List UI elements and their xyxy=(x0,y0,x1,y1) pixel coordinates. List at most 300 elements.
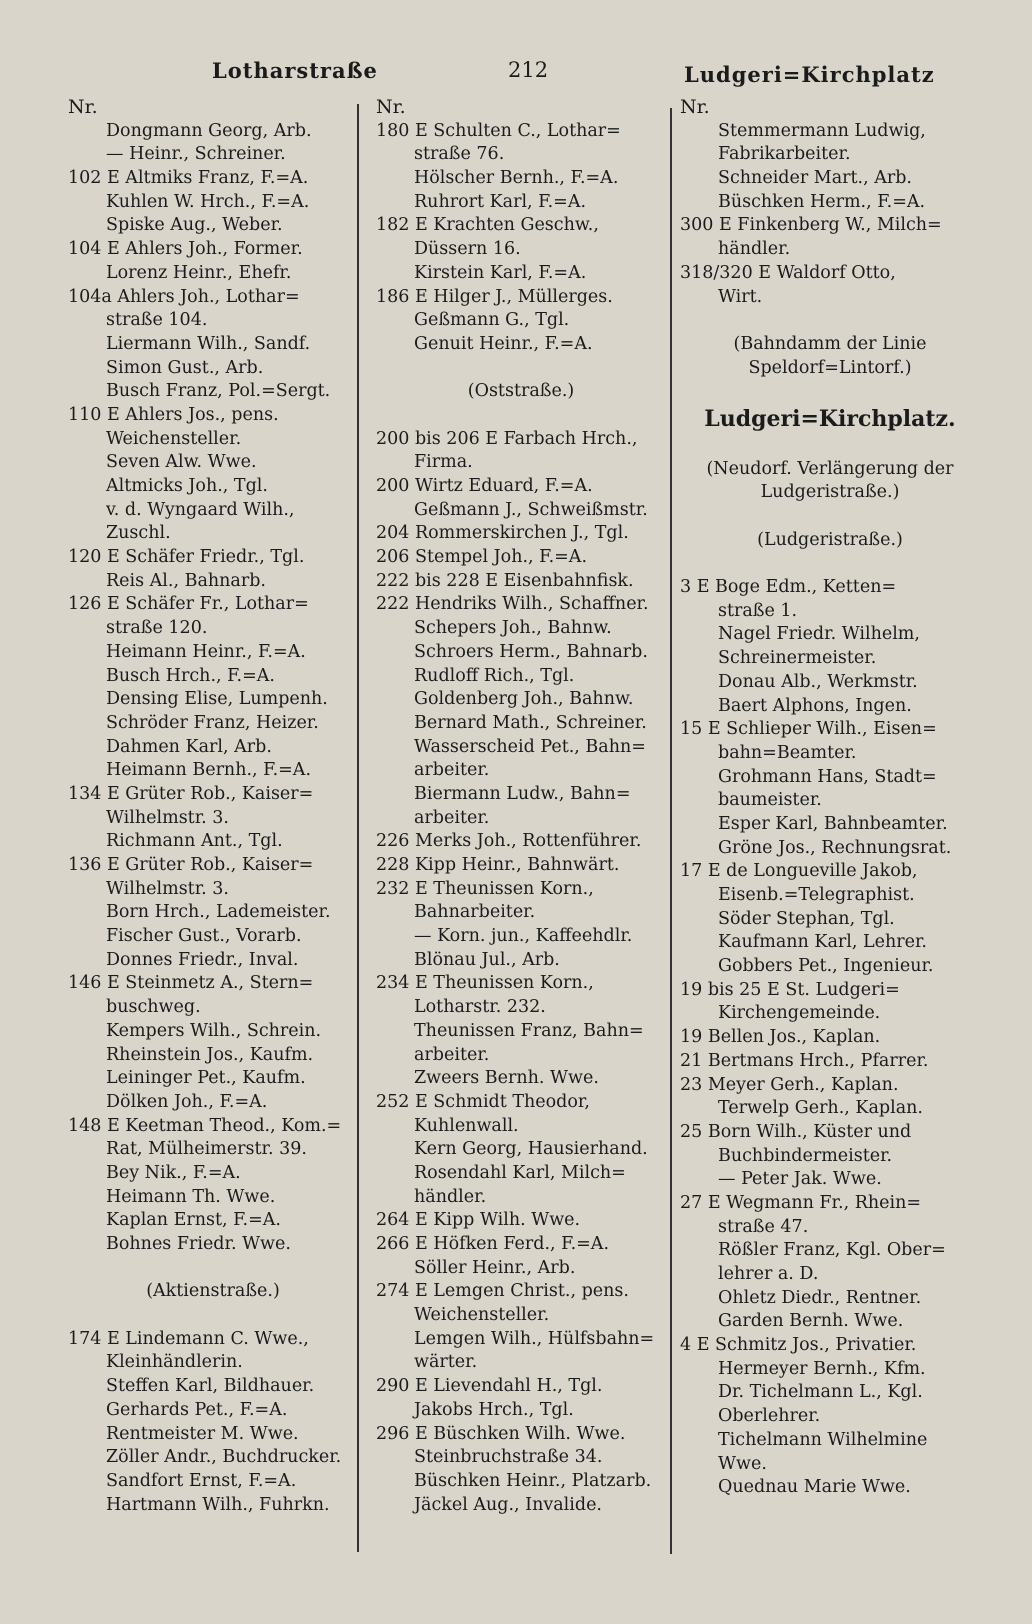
entry-continuation xyxy=(376,712,666,736)
entry-number-line: 126 E Schäfer Fr., Lothar= xyxy=(68,594,309,615)
entry-continuation xyxy=(68,333,358,357)
entry-continuation xyxy=(680,1145,980,1169)
entry-number-line: 21 Bertmans Hrch., Pfarrer. xyxy=(680,1050,929,1071)
entry-continuation xyxy=(376,1067,666,1091)
entry-continuation xyxy=(376,1399,666,1423)
entry-text: Buchbindermeister. xyxy=(718,1145,893,1166)
entry-continuation xyxy=(376,1470,666,1494)
entry-continuation xyxy=(680,1097,980,1121)
entry-text: Bey Nik., F.=A. xyxy=(106,1162,241,1183)
entry-text: Kaufmann Karl, Lehrer. xyxy=(718,932,927,953)
entry-continuation xyxy=(68,1186,358,1210)
entry-text: Rosendahl Karl, Milch= xyxy=(414,1162,626,1183)
entry-number-line: 232 E Theunissen Korn., xyxy=(376,878,594,899)
entry-number-line: 226 Merks Joh., Rottenführer. xyxy=(376,831,642,852)
entry-continuation xyxy=(68,428,358,452)
entry-text: v. d. Wyngaard Wilh., xyxy=(106,499,295,520)
entry-number-line: 146 E Steinmetz A., Stern= xyxy=(68,973,314,994)
entry-text: Ruhrort Karl, F.=A. xyxy=(414,191,587,212)
entry-text: Heimann Heinr., F.=A. xyxy=(106,641,306,662)
entry-continuation xyxy=(680,1429,980,1453)
entry-number-line: 182 E Krachten Geschw., xyxy=(376,215,599,236)
entry-number-line: 27 E Wegmann Fr., Rhein= xyxy=(680,1192,922,1213)
entry-text: Kempers Wilh., Schrein. xyxy=(106,1020,322,1041)
entry-continuation xyxy=(680,1405,980,1429)
entry-text: Heimann Bernh., F.=A. xyxy=(106,760,312,781)
entry-continuation xyxy=(68,1020,358,1044)
entry-number-line: 290 E Lievendahl H., Tgl. xyxy=(376,1376,603,1397)
entry-continuation xyxy=(68,949,358,973)
entry-text: Kaplan Ernst, F.=A. xyxy=(106,1210,281,1231)
entry-text: Büschken Herm., F.=A. xyxy=(718,191,926,212)
entry-continuation xyxy=(680,884,980,908)
entry-continuation xyxy=(376,807,666,831)
entry-text: Quednau Marie Wwe. xyxy=(718,1477,911,1498)
entry-text: Hartmann Wilh., Fuhrkn. xyxy=(106,1494,330,1515)
entry-text: Blönau Jul., Arb. xyxy=(414,949,560,970)
entry-text: Kern Georg, Hausierhand. xyxy=(414,1139,648,1160)
entry-text: Heimann Th. Wwe. xyxy=(106,1186,276,1207)
entry-text: straße 76. xyxy=(414,144,505,165)
entry-text: händler. xyxy=(414,1186,487,1207)
column-2 xyxy=(376,96,666,1517)
entry-number-line: 234 E Theunissen Korn., xyxy=(376,973,594,994)
entry-continuation xyxy=(376,1304,666,1328)
entry-number-line: 120 E Schäfer Friedr., Tgl. xyxy=(68,547,305,568)
entry-number-line: 318/320 E Waldorf Otto, xyxy=(680,262,896,283)
entry-number-line: 200 Wirtz Eduard, F.=A. xyxy=(376,476,593,496)
entry-continuation xyxy=(680,1216,980,1240)
entry-continuation xyxy=(68,1470,358,1494)
entry-continuation xyxy=(68,1399,358,1423)
entry-continuation xyxy=(680,1002,980,1026)
entry-continuation xyxy=(376,451,666,475)
entry-text: Jakobs Hrch., Tgl. xyxy=(414,1399,574,1420)
entry-continuation xyxy=(68,1091,358,1115)
entry-text: arbeiter. xyxy=(414,807,490,828)
entry-continuation xyxy=(376,688,666,712)
entry-number-line: 4 E Schmitz Jos., Privatier. xyxy=(680,1335,917,1356)
street-note: (Bahndamm der Linie xyxy=(733,333,927,354)
entry-number-line: 3 E Boge Edm., Ketten= xyxy=(680,577,897,598)
entry-continuation xyxy=(680,623,980,647)
entry-number-line: 110 E Ahlers Jos., pens. xyxy=(68,404,279,425)
entry-continuation xyxy=(680,600,980,624)
street-note: (Oststraße.) xyxy=(467,381,575,402)
entry-text: Donau Alb., Werkmstr. xyxy=(718,671,918,692)
entry-continuation xyxy=(68,214,358,238)
entry-number-line: 19 Bellen Jos., Kaplan. xyxy=(680,1027,881,1048)
entry-number-line: 23 Meyer Gerh., Kaplan. xyxy=(680,1074,899,1095)
entry-text: Eisenb.=Telegraphist. xyxy=(718,885,915,905)
entry-continuation xyxy=(680,1287,980,1311)
entry-text: Zweers Bernh. Wwe. xyxy=(414,1068,599,1089)
entry-continuation xyxy=(68,901,358,925)
entry-text: Kleinhändlerin. xyxy=(106,1352,243,1373)
spacer xyxy=(680,309,980,333)
entry-continuation xyxy=(68,712,358,736)
entry-continuation xyxy=(680,671,980,695)
entry-text: buschweg. xyxy=(106,997,201,1018)
spacer xyxy=(68,1304,358,1328)
entry-continuation xyxy=(68,736,358,760)
entry-continuation xyxy=(680,813,980,837)
entry-continuation xyxy=(680,742,980,766)
entry-text: Bernard Math., Schreiner. xyxy=(414,712,647,733)
entry-continuation xyxy=(68,1162,358,1186)
entry-text: straße 47. xyxy=(718,1216,809,1237)
entry-continuation xyxy=(376,1162,666,1186)
entry-continuation xyxy=(68,1351,358,1375)
entry-continuation xyxy=(376,949,666,973)
entry-continuation xyxy=(68,688,358,712)
spacer xyxy=(376,404,666,428)
spacer xyxy=(68,1257,358,1281)
entry-text: Sandfort Ernst, F.=A. xyxy=(106,1470,297,1491)
entry-continuation xyxy=(680,1476,980,1500)
entry-number-line: 148 E Keetman Theod., Kom.= xyxy=(68,1115,342,1136)
spacer xyxy=(680,505,980,529)
entry-continuation xyxy=(376,641,666,665)
entry-text: Densing Elise, Lumpenh. xyxy=(106,689,328,710)
entry-continuation xyxy=(680,143,980,167)
entry-text: Esper Karl, Bahnbeamter. xyxy=(718,813,948,834)
entry-text: Garden Bernh. Wwe. xyxy=(718,1311,904,1332)
entry-text: Bohnes Friedr. Wwe. xyxy=(106,1234,291,1254)
entry-text: Grohmann Hans, Stadt= xyxy=(718,766,937,787)
entry-text: Rat, Mülheimerstr. 39. xyxy=(106,1139,307,1160)
entry-continuation xyxy=(68,262,358,286)
entry-text: Wirt. xyxy=(718,286,763,307)
page-number: 212 xyxy=(508,58,549,82)
entry-text: Wwe. xyxy=(718,1453,767,1474)
entry-number-line: 300 E Finkenberg W., Milch= xyxy=(680,215,942,236)
entry-continuation xyxy=(68,1138,358,1162)
entry-continuation xyxy=(68,878,358,902)
entry-continuation xyxy=(680,931,980,955)
entry-number-line: 222 bis 228 E Eisenbahnfisk. xyxy=(376,570,634,591)
entry-text: Schreinermeister. xyxy=(718,648,877,669)
entry-text: Söder Stephan, Tgl. xyxy=(718,908,895,929)
entry-continuation xyxy=(376,143,666,167)
entry-text: arbeiter. xyxy=(414,760,490,781)
entry-continuation xyxy=(376,736,666,760)
entry-text: wärter. xyxy=(414,1352,478,1373)
entry-continuation xyxy=(680,1453,980,1477)
entry-continuation xyxy=(376,191,666,215)
entry-text: Seven Alw. Wwe. xyxy=(106,452,257,473)
entry-text: Spiske Aug., Weber. xyxy=(106,215,283,236)
entry-text: Rößler Franz, Kgl. Ober= xyxy=(718,1240,946,1261)
entry-text: lehrer a. D. xyxy=(718,1264,819,1284)
entry-continuation xyxy=(68,1375,358,1399)
entry-continuation xyxy=(376,1494,666,1518)
entry-continuation xyxy=(680,647,980,671)
entry-continuation xyxy=(68,830,358,854)
running-head-right: Ludgeri=Kirchplatz xyxy=(684,62,935,87)
entry-number-line: 174 E Lindemann C. Wwe., xyxy=(68,1328,309,1349)
entry-text: Büschken Heinr., Platzarb. xyxy=(414,1470,652,1491)
column-3 xyxy=(680,96,980,1500)
entry-text: — Korn. jun., Kaffeehdlr. xyxy=(414,926,633,947)
entry-continuation xyxy=(68,1233,358,1257)
entry-text: Rudloff Rich., Tgl. xyxy=(414,665,575,686)
entry-text: Lotharstr. 232. xyxy=(414,997,546,1018)
entry-continuation xyxy=(680,1263,980,1287)
entry-text: Rheinstein Jos., Kaufm. xyxy=(106,1044,314,1065)
entry-continuation xyxy=(68,120,358,144)
street-note: Ludgeristraße.) xyxy=(760,482,900,503)
entry-continuation xyxy=(376,1351,666,1375)
entry-text: Richmann Ant., Tgl. xyxy=(106,831,283,852)
entry-continuation xyxy=(376,309,666,333)
entry-text: Simon Gust., Arb. xyxy=(106,357,264,378)
entry-continuation xyxy=(68,143,358,167)
entry-number-line: 264 E Kipp Wilh. Wwe. xyxy=(376,1210,581,1231)
entry-text: Rentmeister M. Wwe. xyxy=(106,1423,299,1444)
entry-continuation xyxy=(68,191,358,215)
entry-continuation xyxy=(68,665,358,689)
entry-text: Oberlehrer. xyxy=(718,1406,821,1427)
entry-text: Schepers Joh., Bahnw. xyxy=(414,618,612,639)
entry-text: händler. xyxy=(718,239,791,260)
entry-text: Söller Heinr., Arb. xyxy=(414,1257,576,1278)
entry-text: Dongmann Georg, Arb. xyxy=(106,120,312,141)
entry-continuation xyxy=(376,783,666,807)
spacer xyxy=(680,380,980,404)
entry-text: Gerhards Pet., F.=A. xyxy=(106,1399,288,1420)
entry-continuation xyxy=(376,333,666,357)
entry-text: Schroers Herm., Bahnarb. xyxy=(414,641,648,662)
column-heading: Nr. xyxy=(680,96,710,118)
entry-text: Genuit Heinr., F.=A. xyxy=(414,333,593,354)
entry-text: Kuhlenwall. xyxy=(414,1115,519,1136)
running-head-left: Lotharstraße xyxy=(212,58,378,83)
entry-continuation xyxy=(680,837,980,861)
entry-text: Theunissen Franz, Bahn= xyxy=(414,1020,644,1041)
entry-text: Firma. xyxy=(414,452,473,473)
entry-continuation xyxy=(680,191,980,215)
entry-text: Geßmann J., Schweißmstr. xyxy=(414,499,648,520)
entry-continuation xyxy=(68,570,358,594)
entry-text: Zuschl. xyxy=(106,523,171,544)
entry-continuation xyxy=(68,925,358,949)
entry-text: Weichensteller. xyxy=(106,428,242,449)
entry-continuation xyxy=(376,996,666,1020)
entry-continuation xyxy=(680,766,980,790)
entry-number-line: 17 E de Longueville Jakob, xyxy=(680,861,918,882)
street-note: (Ludgeristraße.) xyxy=(757,529,903,550)
entry-continuation xyxy=(376,759,666,783)
entry-continuation xyxy=(376,1020,666,1044)
entry-continuation xyxy=(376,925,666,949)
entry-text: Kirstein Karl, F.=A. xyxy=(414,262,587,283)
entry-text: Lemgen Wilh., Hülfsbahn= xyxy=(414,1328,655,1349)
entry-number-line: 102 E Altmiks Franz, F.=A. xyxy=(68,168,309,189)
entry-number-line: 180 E Schulten C., Lothar= xyxy=(376,120,621,141)
entry-continuation xyxy=(680,1381,980,1405)
entry-text: Busch Hrch., F.=A. xyxy=(106,665,275,686)
entry-continuation xyxy=(68,1209,358,1233)
entry-text: Born Hrch., Lademeister. xyxy=(106,902,331,923)
entry-continuation xyxy=(680,908,980,932)
entry-text: straße 104. xyxy=(106,310,208,331)
entry-text: Schröder Franz, Heizer. xyxy=(106,712,319,733)
entry-text: — Peter Jak. Wwe. xyxy=(718,1169,882,1190)
entry-continuation xyxy=(376,1257,666,1281)
entry-text: Lorenz Heinr., Ehefr. xyxy=(106,262,292,283)
entry-continuation xyxy=(680,238,980,262)
entry-text: Gobbers Pet., Ingenieur. xyxy=(718,956,934,977)
street-note: (Neudorf. Verlängerung der xyxy=(706,458,954,479)
entry-number-line: 228 Kipp Heinr., Bahnwärt. xyxy=(376,855,620,875)
entry-text: Wilhelmstr. 3. xyxy=(106,878,229,899)
entry-continuation xyxy=(68,1067,358,1091)
entry-continuation xyxy=(68,357,358,381)
entry-number-line: 200 bis 206 E Farbach Hrch., xyxy=(376,428,638,449)
street-note: (Aktienstraße.) xyxy=(146,1281,280,1302)
entry-continuation xyxy=(68,522,358,546)
entry-text: Wilhelmstr. 3. xyxy=(106,807,229,828)
entry-text: Nagel Friedr. Wilhelm, xyxy=(718,624,920,645)
entry-text: straße 120. xyxy=(106,618,208,639)
entry-number-line: 25 Born Wilh., Küster und xyxy=(680,1121,912,1142)
entry-text: Ohletz Diedr., Rentner. xyxy=(718,1287,922,1308)
entry-continuation xyxy=(68,1494,358,1518)
entry-continuation xyxy=(680,1168,980,1192)
entry-continuation xyxy=(68,380,358,404)
entry-text: Reis Al., Bahnarb. xyxy=(106,570,266,591)
entry-text: Zöller Andr., Buchdrucker. xyxy=(106,1447,342,1468)
entry-continuation xyxy=(376,1186,666,1210)
entry-number-line: 15 E Schlieper Wilh., Eisen= xyxy=(680,719,937,740)
entry-text: Dr. Tichelmann L., Kgl. xyxy=(718,1382,923,1403)
entry-number-line: 222 Hendriks Wilh., Schaffner. xyxy=(376,594,649,615)
entry-number-line: 296 E Büschken Wilh. Wwe. xyxy=(376,1423,626,1444)
entry-number-line: 134 E Grüter Rob., Kaiser= xyxy=(68,783,314,804)
column-1 xyxy=(68,96,358,1517)
entry-text: baumeister. xyxy=(718,790,822,811)
section-heading: Ludgeri=Kirchplatz. xyxy=(704,405,956,432)
entry-text: Bahnarbeiter. xyxy=(414,902,536,923)
entry-text: Baert Alphons, Ingen. xyxy=(718,695,912,716)
entry-continuation xyxy=(376,617,666,641)
entry-text: Leininger Pet., Kaufm. xyxy=(106,1068,306,1089)
entry-continuation xyxy=(68,475,358,499)
entry-continuation xyxy=(68,617,358,641)
entry-text: Gröne Jos., Rechnungsrat. xyxy=(718,837,952,858)
entry-continuation xyxy=(680,789,980,813)
entry-continuation xyxy=(376,238,666,262)
column-heading: Nr. xyxy=(376,96,406,118)
entry-text: Dahmen Karl, Arb. xyxy=(106,736,272,757)
entry-continuation xyxy=(680,1239,980,1263)
entry-continuation xyxy=(68,451,358,475)
column-heading: Nr. xyxy=(68,96,98,118)
entry-continuation xyxy=(376,499,666,523)
entry-continuation xyxy=(376,167,666,191)
spacer xyxy=(376,357,666,381)
page-header xyxy=(0,52,1032,92)
entry-number-line: 252 E Schmidt Theodor, xyxy=(376,1091,590,1112)
entry-text: Düssern 16. xyxy=(414,239,521,260)
entry-continuation xyxy=(376,1138,666,1162)
entry-text: Geßmann G., Tgl. xyxy=(414,310,570,331)
entry-continuation xyxy=(376,1446,666,1470)
entry-text: Terwelp Gerh., Kaplan. xyxy=(718,1098,923,1119)
entry-number-line: 104a Ahlers Joh., Lothar= xyxy=(68,286,300,307)
entry-text: Hölscher Bernh., F.=A. xyxy=(414,168,619,189)
entry-text: Kirchengemeinde. xyxy=(718,1003,881,1024)
street-note: Speldorf=Lintorf.) xyxy=(748,357,912,378)
entry-continuation xyxy=(68,759,358,783)
entry-text: Stemmermann Ludwig, xyxy=(718,120,926,141)
entry-continuation xyxy=(680,1310,980,1334)
entry-text: bahn=Beamter. xyxy=(718,742,857,763)
entry-text: Donnes Friedr., Inval. xyxy=(106,949,299,970)
entry-continuation xyxy=(68,499,358,523)
entry-continuation xyxy=(68,996,358,1020)
entry-continuation xyxy=(68,1423,358,1447)
entry-number-line: 19 bis 25 E St. Ludgeri= xyxy=(680,979,900,1000)
entry-text: arbeiter. xyxy=(414,1044,490,1065)
entry-continuation xyxy=(680,167,980,191)
entry-continuation xyxy=(680,695,980,719)
entry-text: Hermeyer Bernh., Kfm. xyxy=(718,1358,926,1379)
entry-continuation xyxy=(68,641,358,665)
entry-number-line: 274 E Lemgen Christ., pens. xyxy=(376,1281,629,1302)
entry-continuation xyxy=(680,955,980,979)
entry-text: Steinbruchstraße 34. xyxy=(414,1447,603,1468)
entry-text: straße 1. xyxy=(718,600,798,621)
entry-text: Fabrikarbeiter. xyxy=(718,144,851,165)
spacer xyxy=(680,552,980,576)
entry-continuation xyxy=(376,1044,666,1068)
column-rule-right xyxy=(670,108,672,1554)
entry-text: Altmicks Joh., Tgl. xyxy=(106,476,268,496)
entry-number-line: 186 E Hilger J., Müllerges. xyxy=(376,286,613,307)
entry-continuation xyxy=(68,807,358,831)
entry-continuation xyxy=(376,1115,666,1139)
entry-text: Goldenberg Joh., Bahnw. xyxy=(414,689,634,710)
entry-continuation xyxy=(376,665,666,689)
entry-text: Biermann Ludw., Bahn= xyxy=(414,783,631,804)
entry-continuation xyxy=(68,1446,358,1470)
entry-continuation xyxy=(680,286,980,310)
entry-text: Schneider Mart., Arb. xyxy=(718,168,912,189)
entry-text: Kuhlen W. Hrch., F.=A. xyxy=(106,191,310,212)
entry-continuation xyxy=(376,901,666,925)
entry-text: Jäckel Aug., Invalide. xyxy=(414,1494,602,1515)
entry-text: Liermann Wilh., Sandf. xyxy=(106,333,311,354)
entry-number-line: 104 E Ahlers Joh., Former. xyxy=(68,239,303,260)
entry-continuation xyxy=(680,1358,980,1382)
entry-text: — Heinr., Schreiner. xyxy=(106,144,286,165)
entry-text: Wasserscheid Pet., Bahn= xyxy=(414,736,646,757)
entry-text: Steffen Karl, Bildhauer. xyxy=(106,1376,315,1397)
entry-continuation xyxy=(680,120,980,144)
entry-text: Dölken Joh., F.=A. xyxy=(106,1091,268,1112)
entry-continuation xyxy=(376,262,666,286)
entry-continuation xyxy=(68,309,358,333)
entry-continuation xyxy=(376,1328,666,1352)
entry-text: Weichensteller. xyxy=(414,1305,550,1326)
entry-continuation xyxy=(68,1044,358,1068)
spacer xyxy=(680,434,980,458)
entry-number-line: 266 E Höfken Ferd., F.=A. xyxy=(376,1234,610,1254)
entry-number-line: 136 E Grüter Rob., Kaiser= xyxy=(68,855,314,875)
entry-number-line: 204 Rommerskirchen J., Tgl. xyxy=(376,523,629,544)
